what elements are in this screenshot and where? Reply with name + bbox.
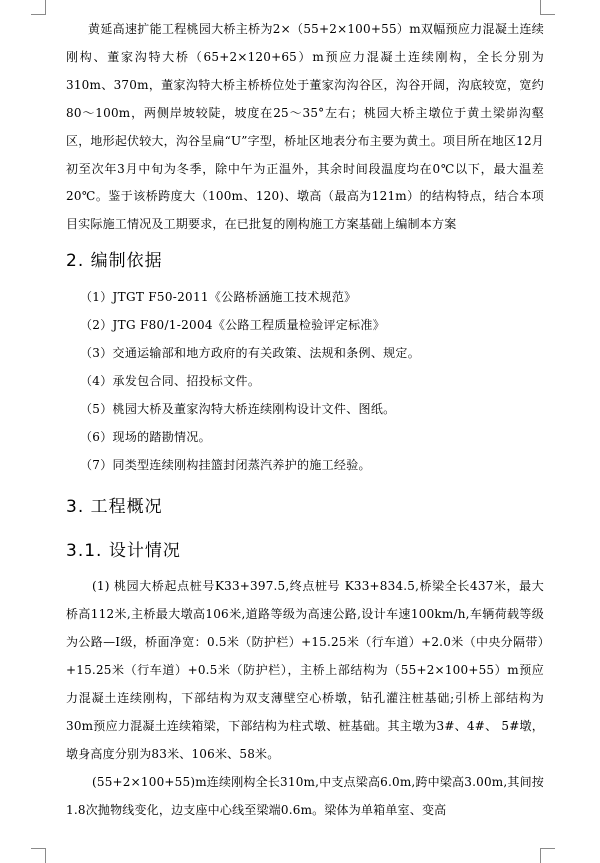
basis-list	[66, 283, 544, 479]
list-item: （3）交通运输部和地方政府的有关政策、法规和条例、规定。	[80, 346, 421, 361]
design-paragraph-2: (55+2×100+55)m连续刚构全长310m,中支点梁高6.0m,跨中梁高3.00m,其间按1.8次抛物线变化，边支座中心线至梁端0.6m。梁体为单箱单室、变高	[66, 774, 544, 817]
crop-mark-top-left	[31, 0, 46, 15]
list-item: （1）JTGT F50-2011《公路桥涵施工技术规范》	[80, 290, 357, 305]
section-2-heading: 2. 编制依据	[66, 251, 163, 272]
section-3-heading: 3. 工程概况	[66, 497, 163, 518]
section-3-1-heading: 3.1. 设计情况	[66, 541, 181, 562]
crop-mark-bottom-left	[31, 848, 46, 863]
document-body	[66, 16, 544, 824]
intro-paragraph: 黄延高速扩能工程桃园大桥主桥为2×（55+2×100+55）m双幅预应力混凝土连续刚构、董家沟特大桥（65+2×120+65）m预应力混凝土连续刚构，全长分别为310m、370m，董家沟特大桥主桥桥位处于董家沟沟谷区，沟谷开阔，沟底较宽，宽约80～100m，两侧岸坡较陡，坡度在25～35°左右；桃园大桥主墩位于黄土梁峁沟壑区，地形起伏较大，沟谷呈扁“U”字型，桥址区地表分布主要为黄土。项目所在地区12月初至次年3月中旬为冬季，除中午为正温外，其余时间段温度均在0℃以下，最大温差20℃。鉴于该桥跨度大（100m、120)、墩高（最高为121m）的结构特点，结合本项目实际施工情况及工期要求，在已批复的刚构施工方案基础上编制本方案	[66, 22, 544, 232]
list-item: （5）桃园大桥及董家沟特大桥连续刚构设计文件、图纸。	[80, 402, 396, 417]
list-item: （6）现场的踏勘情况。	[80, 430, 211, 445]
design-paragraph-1: (1) 桃园大桥起点桩号K33+397.5,终点桩号 K33+834.5,桥梁全长437米，最大桥高112米,主桥最大墩高106米,道路等级为高速公路,设计车速100km/h,车辆荷载等级为公路—I级，桥面净宽：0.5米（防护栏）+15.25米（行车道）+2.0米（中央分隔带）+15.25米（行车道）+0.5米（防护栏），主桥上部结构为（55+2×100+55）m预应力混凝土连续刚构，下部结构为双支薄壁空心桥墩，钻孔灌注桩基础;引桥上部结构为30m预应力混凝土连续箱梁，下部结构为柱式墩、桩基础。其主墩为3#、4#、 5#墩，墩身高度分别为83米、106米、58米。	[66, 579, 544, 761]
list-item: （7）同类型连续刚构挂篮封闭蒸汽养护的施工经验。	[80, 458, 371, 473]
crop-mark-bottom-right	[540, 848, 555, 863]
list-item: （4）承发包合同、招投标文件。	[80, 374, 261, 389]
crop-mark-top-right	[540, 0, 555, 15]
list-item: （2）JTG F80/1-2004《公路工程质量检验评定标准》	[80, 318, 386, 333]
